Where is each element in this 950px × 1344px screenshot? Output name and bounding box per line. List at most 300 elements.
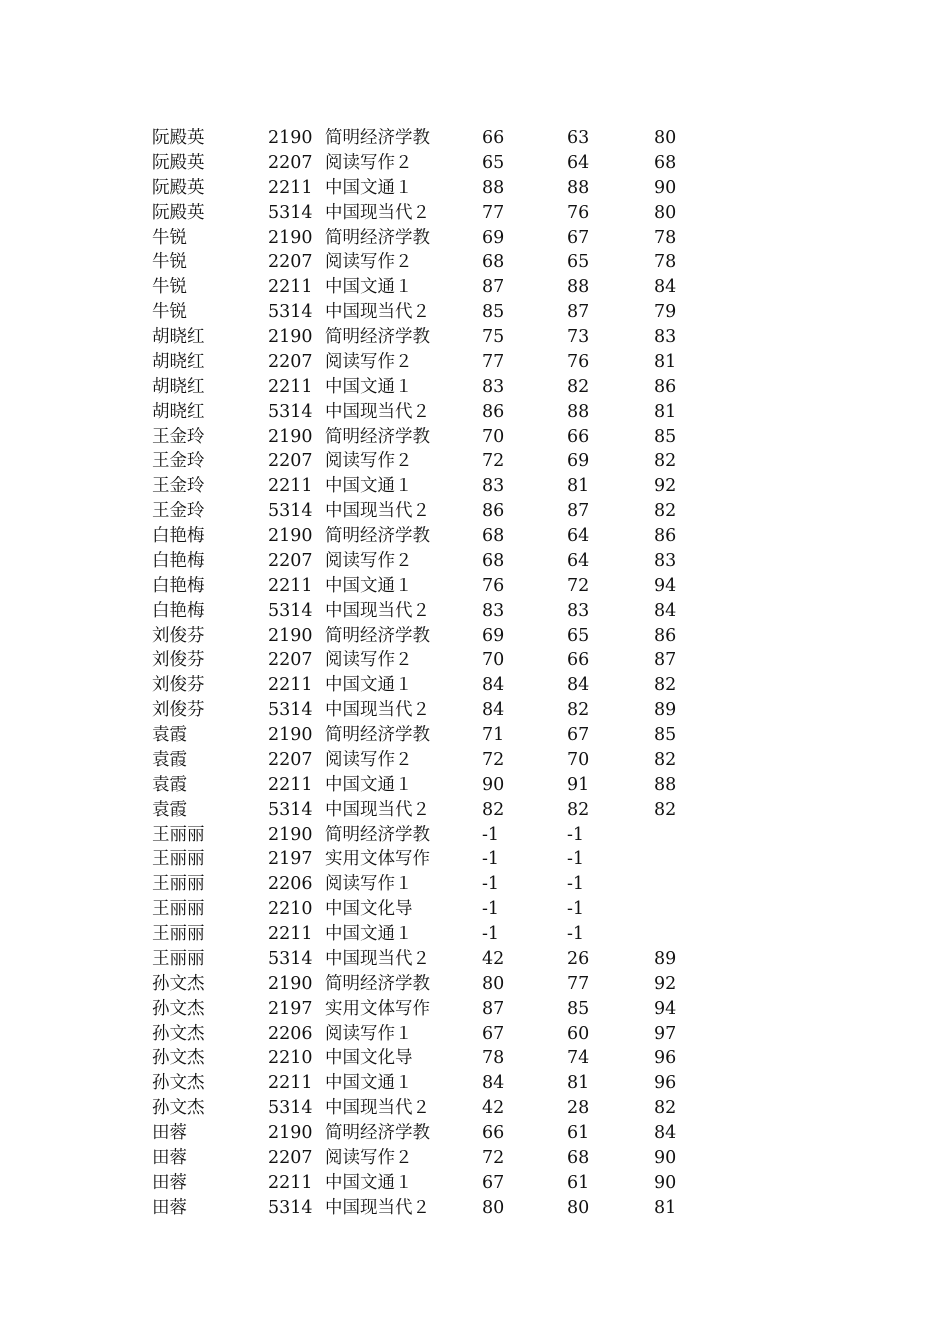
course-name-cell: 中国文通１ — [325, 1073, 413, 1094]
student-name-cell: 王金玲 — [152, 476, 205, 497]
course-code-cell: 2207 — [268, 451, 313, 472]
course-name-cell: 中国现当代２ — [325, 1197, 430, 1218]
score-2-cell: -1 — [567, 849, 585, 870]
table-row — [0, 798, 950, 823]
score-3-cell: 90 — [654, 177, 677, 198]
score-3-cell: 96 — [654, 1048, 677, 1069]
student-name-cell: 田蓉 — [152, 1172, 187, 1193]
score-3-cell: 94 — [654, 575, 677, 596]
course-code-cell: 2210 — [268, 1048, 313, 1069]
table-row — [0, 499, 950, 524]
student-name-cell: 孙文杰 — [152, 1048, 205, 1069]
table-row — [0, 972, 950, 997]
score-1-cell: 72 — [482, 1147, 505, 1168]
score-1-cell: 67 — [482, 1172, 505, 1193]
table-row — [0, 1096, 950, 1121]
course-name-cell: 中国文通１ — [325, 1172, 413, 1193]
score-2-cell: 76 — [567, 351, 590, 372]
table-row — [0, 176, 950, 201]
course-name-cell: 阅读写作２ — [325, 749, 413, 770]
table-row — [0, 773, 950, 798]
score-2-cell: 61 — [567, 1172, 590, 1193]
score-3-cell: 82 — [654, 1098, 677, 1119]
student-name-cell: 胡晓红 — [152, 376, 205, 397]
table-row — [0, 624, 950, 649]
score-1-cell: -1 — [482, 874, 500, 895]
score-2-cell: 65 — [567, 252, 590, 273]
table-row — [0, 748, 950, 773]
score-3-cell: 96 — [654, 1073, 677, 1094]
score-table — [0, 126, 950, 1221]
score-1-cell: 42 — [482, 948, 505, 969]
course-name-cell: 中国文通１ — [325, 924, 413, 944]
student-name-cell: 胡晓红 — [152, 351, 205, 372]
table-row — [0, 997, 950, 1022]
course-code-cell: 2211 — [268, 1073, 313, 1094]
score-3-cell: 88 — [654, 774, 677, 795]
course-code-cell: 2207 — [268, 650, 313, 671]
score-1-cell: -1 — [482, 849, 500, 870]
score-1-cell: 88 — [482, 177, 505, 198]
course-code-cell: 2206 — [268, 1023, 313, 1044]
table-row — [0, 872, 950, 897]
score-1-cell: -1 — [482, 824, 500, 845]
score-1-cell: 70 — [482, 426, 505, 447]
score-1-cell: 83 — [482, 376, 505, 397]
table-row — [0, 698, 950, 723]
score-1-cell: 68 — [482, 550, 505, 571]
table-row — [0, 549, 950, 574]
score-1-cell: 83 — [482, 600, 505, 621]
score-3-cell: 89 — [654, 700, 677, 721]
course-name-cell: 中国文通１ — [325, 774, 413, 795]
student-name-cell: 孙文杰 — [152, 1073, 205, 1094]
score-2-cell: 72 — [567, 575, 590, 596]
score-2-cell: 61 — [567, 1123, 590, 1143]
student-name-cell: 袁霞 — [152, 725, 187, 745]
score-2-cell: 26 — [567, 948, 590, 969]
table-row — [0, 947, 950, 972]
course-code-cell: 2211 — [268, 774, 313, 795]
course-code-cell: 2197 — [268, 998, 313, 1019]
course-code-cell: 5314 — [268, 401, 313, 422]
course-name-cell: 阅读写作２ — [325, 550, 413, 571]
table-row — [0, 1121, 950, 1146]
score-1-cell: 80 — [482, 973, 505, 994]
table-row — [0, 201, 950, 226]
score-2-cell: 88 — [567, 401, 590, 422]
score-1-cell: 87 — [482, 998, 505, 1019]
course-name-cell: 中国现当代２ — [325, 501, 430, 522]
course-name-cell: 阅读写作２ — [325, 152, 413, 173]
score-3-cell: 90 — [654, 1172, 677, 1193]
course-name-cell: 中国现当代２ — [325, 202, 430, 223]
course-name-cell: 简明经济学教 — [325, 973, 430, 994]
course-name-cell: 简明经济学教 — [325, 725, 430, 745]
table-row — [0, 151, 950, 176]
score-1-cell: 86 — [482, 501, 505, 522]
course-code-cell: 2207 — [268, 1147, 313, 1168]
score-1-cell: 65 — [482, 152, 505, 173]
course-name-cell: 中国文通１ — [325, 376, 413, 397]
student-name-cell: 阮殿英 — [152, 152, 205, 173]
course-name-cell: 阅读写作２ — [325, 1147, 413, 1168]
score-2-cell: 83 — [567, 600, 590, 621]
score-1-cell: 75 — [482, 327, 505, 347]
course-code-cell: 2211 — [268, 476, 313, 497]
score-2-cell: 74 — [567, 1048, 590, 1069]
score-3-cell: 90 — [654, 1147, 677, 1168]
table-row — [0, 723, 950, 748]
student-name-cell: 王金玲 — [152, 501, 205, 522]
course-name-cell: 简明经济学教 — [325, 327, 430, 347]
table-row — [0, 325, 950, 350]
student-name-cell: 白艳梅 — [152, 600, 205, 621]
course-code-cell: 5314 — [268, 948, 313, 969]
score-2-cell: 76 — [567, 202, 590, 223]
table-row — [0, 1196, 950, 1221]
score-1-cell: 71 — [482, 725, 505, 745]
score-2-cell: 81 — [567, 1073, 590, 1094]
score-2-cell: -1 — [567, 824, 585, 845]
score-2-cell: 70 — [567, 749, 590, 770]
score-2-cell: 68 — [567, 1147, 590, 1168]
table-row — [0, 1071, 950, 1096]
course-name-cell: 中国现当代２ — [325, 700, 430, 721]
table-row — [0, 226, 950, 251]
course-name-cell: 阅读写作２ — [325, 351, 413, 372]
score-3-cell: 89 — [654, 948, 677, 969]
score-1-cell: 78 — [482, 1048, 505, 1069]
student-name-cell: 牛锐 — [152, 227, 187, 248]
course-name-cell: 中国现当代２ — [325, 401, 430, 422]
score-3-cell: 82 — [654, 799, 677, 820]
course-code-cell: 2211 — [268, 277, 313, 298]
score-2-cell: 67 — [567, 227, 590, 248]
course-code-cell: 2206 — [268, 874, 313, 895]
course-code-cell: 2211 — [268, 177, 313, 198]
course-name-cell: 简明经济学教 — [325, 625, 430, 646]
course-code-cell: 2190 — [268, 327, 313, 347]
score-3-cell: 92 — [654, 973, 677, 994]
table-row — [0, 599, 950, 624]
course-code-cell: 2207 — [268, 749, 313, 770]
score-2-cell: 88 — [567, 277, 590, 298]
score-3-cell: 86 — [654, 625, 677, 646]
score-1-cell: 84 — [482, 675, 505, 696]
score-2-cell: 88 — [567, 177, 590, 198]
score-2-cell: 28 — [567, 1098, 590, 1119]
score-3-cell: 82 — [654, 451, 677, 472]
course-name-cell: 中国文通１ — [325, 277, 413, 298]
score-2-cell: 84 — [567, 675, 590, 696]
score-3-cell: 84 — [654, 1123, 677, 1143]
table-row — [0, 847, 950, 872]
score-3-cell: 86 — [654, 376, 677, 397]
course-code-cell: 5314 — [268, 600, 313, 621]
course-name-cell: 简明经济学教 — [325, 128, 430, 148]
score-1-cell: 76 — [482, 575, 505, 596]
score-3-cell: 92 — [654, 476, 677, 497]
score-3-cell: 68 — [654, 152, 677, 173]
course-name-cell: 中国现当代２ — [325, 600, 430, 621]
student-name-cell: 孙文杰 — [152, 998, 205, 1019]
table-row — [0, 1146, 950, 1171]
score-1-cell: 77 — [482, 202, 505, 223]
score-1-cell: 82 — [482, 799, 505, 820]
course-name-cell: 实用文体写作 — [325, 849, 430, 870]
course-name-cell: 简明经济学教 — [325, 824, 430, 845]
course-name-cell: 阅读写作１ — [325, 874, 413, 895]
student-name-cell: 王丽丽 — [152, 948, 205, 969]
course-name-cell: 阅读写作２ — [325, 451, 413, 472]
score-2-cell: 82 — [567, 799, 590, 820]
student-name-cell: 王金玲 — [152, 426, 205, 447]
score-2-cell: 60 — [567, 1023, 590, 1044]
student-name-cell: 胡晓红 — [152, 327, 205, 347]
table-row — [0, 375, 950, 400]
score-1-cell: 86 — [482, 401, 505, 422]
score-3-cell: 85 — [654, 725, 677, 745]
student-name-cell: 牛锐 — [152, 277, 187, 298]
score-2-cell: 65 — [567, 625, 590, 646]
student-name-cell: 胡晓红 — [152, 401, 205, 422]
course-code-cell: 2190 — [268, 426, 313, 447]
table-row — [0, 897, 950, 922]
score-1-cell: 87 — [482, 277, 505, 298]
score-3-cell: 81 — [654, 351, 677, 372]
course-code-cell: 2207 — [268, 550, 313, 571]
table-row — [0, 350, 950, 375]
score-3-cell: 78 — [654, 252, 677, 273]
table-row — [0, 474, 950, 499]
score-1-cell: 77 — [482, 351, 505, 372]
score-1-cell: 69 — [482, 625, 505, 646]
course-name-cell: 简明经济学教 — [325, 1123, 430, 1143]
score-2-cell: -1 — [567, 874, 585, 895]
course-name-cell: 中国现当代２ — [325, 302, 430, 323]
table-row — [0, 673, 950, 698]
student-name-cell: 王丽丽 — [152, 824, 205, 845]
course-code-cell: 2190 — [268, 128, 313, 148]
course-name-cell: 阅读写作２ — [325, 252, 413, 273]
course-code-cell: 2207 — [268, 152, 313, 173]
score-1-cell: 85 — [482, 302, 505, 323]
table-row — [0, 524, 950, 549]
course-code-cell: 5314 — [268, 1197, 313, 1218]
student-name-cell: 白艳梅 — [152, 550, 205, 571]
score-1-cell: 72 — [482, 451, 505, 472]
course-code-cell: 2190 — [268, 973, 313, 994]
score-2-cell: 81 — [567, 476, 590, 497]
score-2-cell: 73 — [567, 327, 590, 347]
student-name-cell: 王丽丽 — [152, 849, 205, 870]
course-name-cell: 中国现当代２ — [325, 1098, 430, 1119]
student-name-cell: 刘俊芬 — [152, 650, 205, 671]
student-name-cell: 牛锐 — [152, 252, 187, 273]
course-name-cell: 阅读写作１ — [325, 1023, 413, 1044]
course-code-cell: 5314 — [268, 1098, 313, 1119]
student-name-cell: 王丽丽 — [152, 924, 205, 944]
student-name-cell: 袁霞 — [152, 774, 187, 795]
student-name-cell: 刘俊芬 — [152, 675, 205, 696]
course-name-cell: 中国文化导 — [325, 899, 413, 920]
table-row — [0, 823, 950, 848]
student-name-cell: 阮殿英 — [152, 128, 205, 148]
score-1-cell: 72 — [482, 749, 505, 770]
student-name-cell: 孙文杰 — [152, 1098, 205, 1119]
score-2-cell: 87 — [567, 302, 590, 323]
table-row — [0, 300, 950, 325]
student-name-cell: 田蓉 — [152, 1147, 187, 1168]
course-code-cell: 5314 — [268, 202, 313, 223]
score-3-cell: 83 — [654, 327, 677, 347]
course-code-cell: 5314 — [268, 799, 313, 820]
student-name-cell: 阮殿英 — [152, 202, 205, 223]
score-2-cell: 77 — [567, 973, 590, 994]
student-name-cell: 孙文杰 — [152, 973, 205, 994]
score-2-cell: 64 — [567, 526, 590, 546]
score-2-cell: 87 — [567, 501, 590, 522]
score-2-cell: 85 — [567, 998, 590, 1019]
student-name-cell: 牛锐 — [152, 302, 187, 323]
score-2-cell: 63 — [567, 128, 590, 148]
table-row — [0, 449, 950, 474]
student-name-cell: 刘俊芬 — [152, 625, 205, 646]
score-3-cell: 78 — [654, 227, 677, 248]
table-row — [0, 425, 950, 450]
score-2-cell: 82 — [567, 376, 590, 397]
student-name-cell: 田蓉 — [152, 1197, 187, 1218]
score-2-cell: -1 — [567, 924, 585, 944]
table-row — [0, 922, 950, 947]
score-3-cell: 87 — [654, 650, 677, 671]
course-code-cell: 5314 — [268, 700, 313, 721]
table-row — [0, 126, 950, 151]
course-name-cell: 阅读写作２ — [325, 650, 413, 671]
score-1-cell: 66 — [482, 1123, 505, 1143]
course-code-cell: 2190 — [268, 1123, 313, 1143]
course-code-cell: 2190 — [268, 526, 313, 546]
score-3-cell: 81 — [654, 1197, 677, 1218]
score-1-cell: 69 — [482, 227, 505, 248]
course-name-cell: 中国文化导 — [325, 1048, 413, 1069]
course-name-cell: 中国现当代２ — [325, 948, 430, 969]
score-1-cell: 80 — [482, 1197, 505, 1218]
score-2-cell: 64 — [567, 152, 590, 173]
course-code-cell: 2190 — [268, 824, 313, 845]
student-name-cell: 王丽丽 — [152, 874, 205, 895]
course-code-cell: 2211 — [268, 924, 313, 944]
score-1-cell: 84 — [482, 700, 505, 721]
table-row — [0, 1022, 950, 1047]
course-code-cell: 2211 — [268, 675, 313, 696]
score-2-cell: 66 — [567, 426, 590, 447]
course-code-cell: 2197 — [268, 849, 313, 870]
student-name-cell: 阮殿英 — [152, 177, 205, 198]
course-code-cell: 2211 — [268, 376, 313, 397]
score-3-cell: 86 — [654, 526, 677, 546]
course-code-cell: 2190 — [268, 625, 313, 646]
score-2-cell: 64 — [567, 550, 590, 571]
student-name-cell: 袁霞 — [152, 799, 187, 820]
course-code-cell: 2207 — [268, 351, 313, 372]
score-3-cell: 79 — [654, 302, 677, 323]
score-3-cell: 85 — [654, 426, 677, 447]
score-3-cell: 80 — [654, 202, 677, 223]
student-name-cell: 刘俊芬 — [152, 700, 205, 721]
score-2-cell: 69 — [567, 451, 590, 472]
table-row — [0, 648, 950, 673]
student-name-cell: 袁霞 — [152, 749, 187, 770]
table-row — [0, 1171, 950, 1196]
course-code-cell: 2190 — [268, 725, 313, 745]
score-1-cell: 84 — [482, 1073, 505, 1094]
score-2-cell: 91 — [567, 774, 590, 795]
student-name-cell: 白艳梅 — [152, 526, 205, 546]
score-1-cell: 68 — [482, 526, 505, 546]
score-3-cell: 82 — [654, 675, 677, 696]
student-name-cell: 王丽丽 — [152, 899, 205, 920]
course-name-cell: 简明经济学教 — [325, 526, 430, 546]
score-1-cell: 70 — [482, 650, 505, 671]
course-name-cell: 简明经济学教 — [325, 227, 430, 248]
table-row — [0, 400, 950, 425]
student-name-cell: 王金玲 — [152, 451, 205, 472]
score-1-cell: 66 — [482, 128, 505, 148]
course-name-cell: 中国文通１ — [325, 476, 413, 497]
score-2-cell: 82 — [567, 700, 590, 721]
course-code-cell: 2211 — [268, 1172, 313, 1193]
course-code-cell: 2210 — [268, 899, 313, 920]
score-1-cell: 67 — [482, 1023, 505, 1044]
course-name-cell: 中国文通１ — [325, 675, 413, 696]
course-name-cell: 实用文体写作 — [325, 998, 430, 1019]
score-3-cell: 82 — [654, 749, 677, 770]
student-name-cell: 田蓉 — [152, 1123, 187, 1143]
score-3-cell: 84 — [654, 277, 677, 298]
score-3-cell: 82 — [654, 501, 677, 522]
table-row — [0, 1046, 950, 1071]
score-2-cell: 80 — [567, 1197, 590, 1218]
score-1-cell: 90 — [482, 774, 505, 795]
score-3-cell: 84 — [654, 600, 677, 621]
course-code-cell: 2211 — [268, 575, 313, 596]
course-name-cell: 简明经济学教 — [325, 426, 430, 447]
score-3-cell: 94 — [654, 998, 677, 1019]
table-row — [0, 275, 950, 300]
course-name-cell: 中国现当代２ — [325, 799, 430, 820]
score-3-cell: 83 — [654, 550, 677, 571]
table-row — [0, 574, 950, 599]
score-1-cell: 83 — [482, 476, 505, 497]
score-2-cell: 67 — [567, 725, 590, 745]
course-name-cell: 中国文通１ — [325, 177, 413, 198]
student-name-cell: 白艳梅 — [152, 575, 205, 596]
course-code-cell: 5314 — [268, 501, 313, 522]
score-1-cell: -1 — [482, 899, 500, 920]
score-1-cell: 42 — [482, 1098, 505, 1119]
course-code-cell: 2190 — [268, 227, 313, 248]
course-name-cell: 中国文通１ — [325, 575, 413, 596]
score-3-cell: 97 — [654, 1023, 677, 1044]
score-1-cell: -1 — [482, 924, 500, 944]
course-code-cell: 2207 — [268, 252, 313, 273]
score-1-cell: 68 — [482, 252, 505, 273]
student-name-cell: 孙文杰 — [152, 1023, 205, 1044]
table-row — [0, 250, 950, 275]
score-3-cell: 81 — [654, 401, 677, 422]
